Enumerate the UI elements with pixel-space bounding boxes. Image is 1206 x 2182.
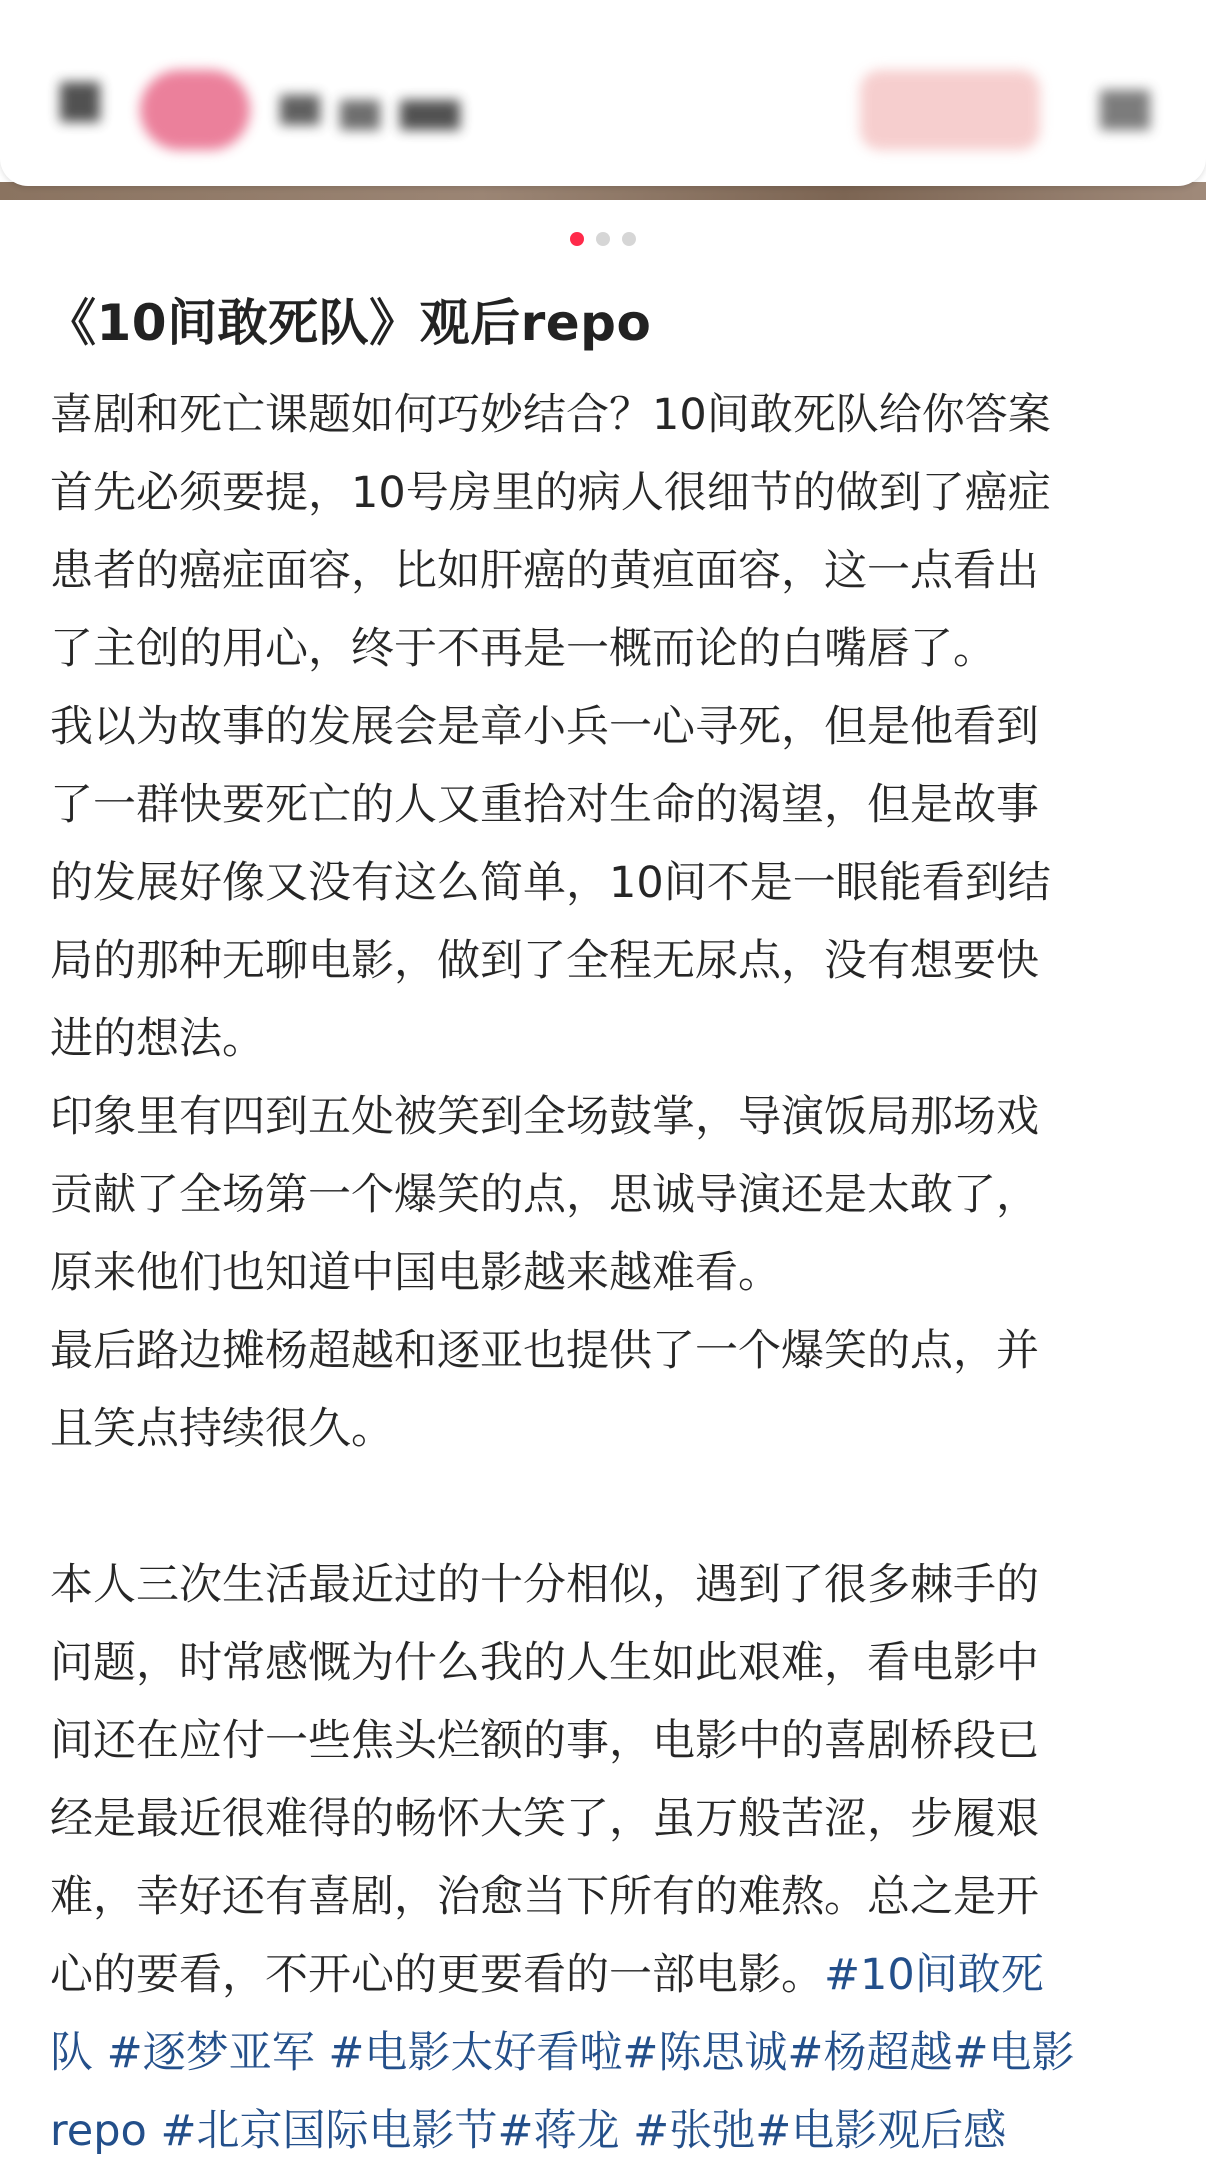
body-line: 我以为故事的发展会是章小兵一心寻死，但是他看到 (50, 702, 1039, 752)
carousel-dot-active[interactable] (570, 232, 584, 246)
body-text-segment: 心的要看，不开心的更要看的一部电影。 (50, 1950, 824, 2000)
hashtag-line[interactable]: 队 #逐梦亚军 #电影太好看啦#陈思诚#杨超越#电影 (50, 2028, 1075, 2078)
body-line: 原来他们也知道中国电影越来越难看。 (50, 1248, 781, 1298)
body-line: 喜剧和死亡课题如何巧妙结合？10间敢死队给你答案 (50, 390, 1051, 440)
body-line: 最后路边摊杨超越和逐亚也提供了一个爆笑的点，并 (50, 1326, 1039, 1376)
blurred-block (860, 70, 1040, 150)
note-body (50, 376, 1180, 2170)
body-line: 间还在应付一些焦头烂额的事，电影中的喜剧桥段已 (50, 1716, 1039, 1766)
image-carousel[interactable] (0, 0, 1206, 200)
carousel-indicator (0, 232, 1206, 246)
body-line: 进的想法。 (50, 1014, 265, 1064)
note-title: 《10间敢死队》观后repo (46, 294, 652, 352)
body-line: 问题，时常感慨为什么我的人生如此艰难，看电影中 (50, 1638, 1039, 1688)
body-line: 印象里有四到五处被笑到全场鼓掌，导演饭局那场戏 (50, 1092, 1039, 1142)
body-line: 了一群快要死亡的人又重拾对生命的渴望，但是故事 (50, 780, 1039, 830)
body-line: 首先必须要提，10号房里的病人很细节的做到了癌症 (50, 468, 1051, 518)
body-line: 经是最近很难得的畅怀大笑了，虽万般苦涩，步履艰 (50, 1794, 1039, 1844)
body-line: 局的那种无聊电影，做到了全程无尿点，没有想要快 (50, 936, 1039, 986)
hashtag-line[interactable]: repo #北京国际电影节#蒋龙 #张弛#电影观后感 (50, 2106, 1007, 2156)
body-line: 且笑点持续很久。 (50, 1404, 394, 1454)
body-line-with-tag (50, 1936, 1180, 2014)
body-line: 本人三次生活最近过的十分相似，遇到了很多棘手的 (50, 1560, 1039, 1610)
blurred-avatar (140, 70, 250, 150)
body-line: 的发展好像又没有这么简单，10间不是一眼能看到结 (50, 858, 1051, 908)
body-line: 贡献了全场第一个爆笑的点，思诚导演还是太敢了， (50, 1170, 1039, 1220)
blank-line (50, 1468, 1180, 1546)
blurred-block (400, 100, 460, 130)
body-line: 患者的癌症面容，比如肝癌的黄疸面容，这一点看出 (50, 546, 1039, 596)
blurred-block (1100, 90, 1150, 130)
carousel-dot[interactable] (596, 232, 610, 246)
body-line: 难，幸好还有喜剧，治愈当下所有的难熬。总之是开 (50, 1872, 1039, 1922)
pixelated-header-card (0, 0, 1206, 186)
carousel-dot[interactable] (622, 232, 636, 246)
blurred-block (280, 95, 320, 125)
hashtag-link[interactable]: #10间敢死 (824, 1950, 1044, 2000)
body-line: 了主创的用心，终于不再是一概而论的白嘴唇了。 (50, 624, 996, 674)
blurred-block (60, 82, 100, 122)
blurred-block (340, 100, 380, 130)
